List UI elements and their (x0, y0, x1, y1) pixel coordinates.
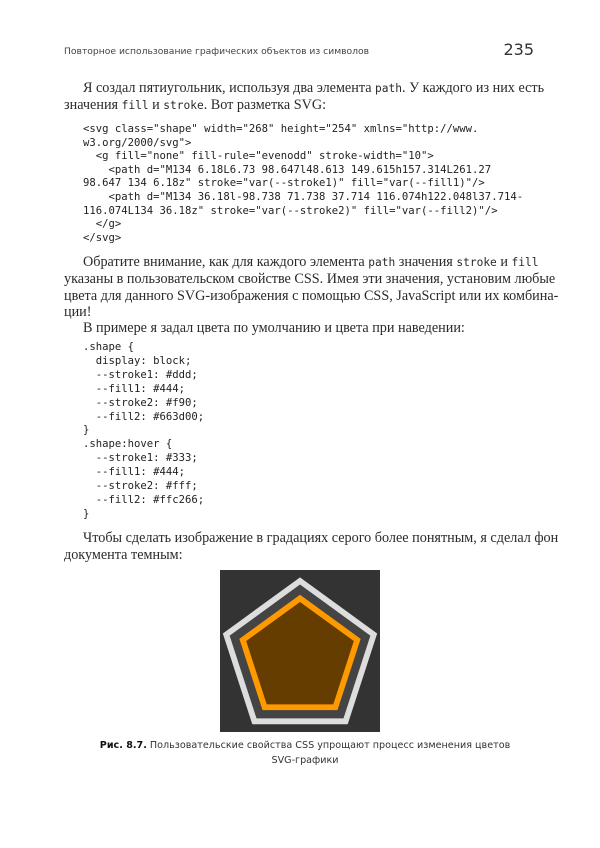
inline-code: fill (511, 256, 539, 269)
text-run: В примере я задал цвета по умолчанию и цвета при наведении: (83, 320, 465, 336)
text-run: значения (395, 254, 457, 270)
text-run: . У каждого из них есть (402, 80, 545, 96)
page-number: 235 (503, 40, 534, 59)
paragraph-line (64, 288, 559, 305)
paragraph-line (83, 80, 545, 97)
text-run: Обратите внимание, как для каждого элемента (83, 254, 369, 270)
paragraph-line (83, 530, 559, 547)
inline-code: path (368, 256, 396, 269)
text-run: . Вот разметка SVG: (203, 97, 327, 113)
paragraph-line (83, 254, 539, 271)
paragraph-line (83, 320, 535, 337)
caption-text: Пользовательские свойства CSS упрощают процесс изменения цветов (149, 740, 511, 751)
text-run: указаны в пользовательском свойстве CSS. Имея эти значения, установим любые (64, 271, 556, 287)
paragraph-line (64, 97, 535, 114)
figure-caption-line2: SVG-графики (271, 755, 339, 766)
text-run: Чтобы сделать изображение в градациях серого более понятным, я сделал фон (83, 530, 559, 546)
text-run: ции! (64, 304, 92, 320)
text-run: и (496, 254, 512, 270)
pentagon-figure (220, 570, 380, 732)
text-run: документа темным: (64, 547, 183, 563)
inline-code: stroke (163, 99, 204, 112)
figure-caption (60, 740, 550, 752)
running-header: Повторное использование графических объектов из символов (64, 46, 370, 57)
text-run: Я создал пятиугольник, используя два элемента (83, 80, 376, 96)
text-run: и (148, 97, 164, 113)
paragraph-line (64, 304, 535, 321)
figure-label: Рис. 8.7. (99, 740, 147, 751)
inline-code: stroke (456, 256, 497, 269)
paragraph-line (64, 271, 556, 288)
svg-code-listing: <svg class="shape" width="268" height="254" xmlns="http://www. w3.org/2000/svg"> <g fill="none" fill-rule="evenodd" stroke-width="10"> <path d="M134 6.18L6.73 98.647l48.613 149.615h157.314L261.27 98.647 134 6.18z" stroke="var(--stroke1)" fill="var(--fill1)"/> <path d="M134 36.18l-98.738 71.738 37.714 116.074h122.048l37.714- 116.074L134 36.18z" stroke="var(--stroke2)" fill="var(--fill2)"/> </g> </svg> (83, 123, 524, 244)
paragraph-line (64, 547, 535, 564)
css-code-listing: .shape { display: block; --stroke1: #ddd; --fill1: #444; --stroke2: #f90; --fill2: #663d00; } .shape:hover { --stroke1: #333; --fill1: #444; --stroke2: #fff; --fill2: #ffc266; } (83, 341, 205, 520)
inline-code: path (375, 82, 402, 95)
text-run: значения (64, 97, 122, 113)
inline-code: fill (121, 99, 149, 112)
pentagon-svg (220, 570, 380, 732)
text-run: цвета для данного SVG-изображения с помощью CSS, JavaScript или их комбина- (64, 288, 559, 304)
